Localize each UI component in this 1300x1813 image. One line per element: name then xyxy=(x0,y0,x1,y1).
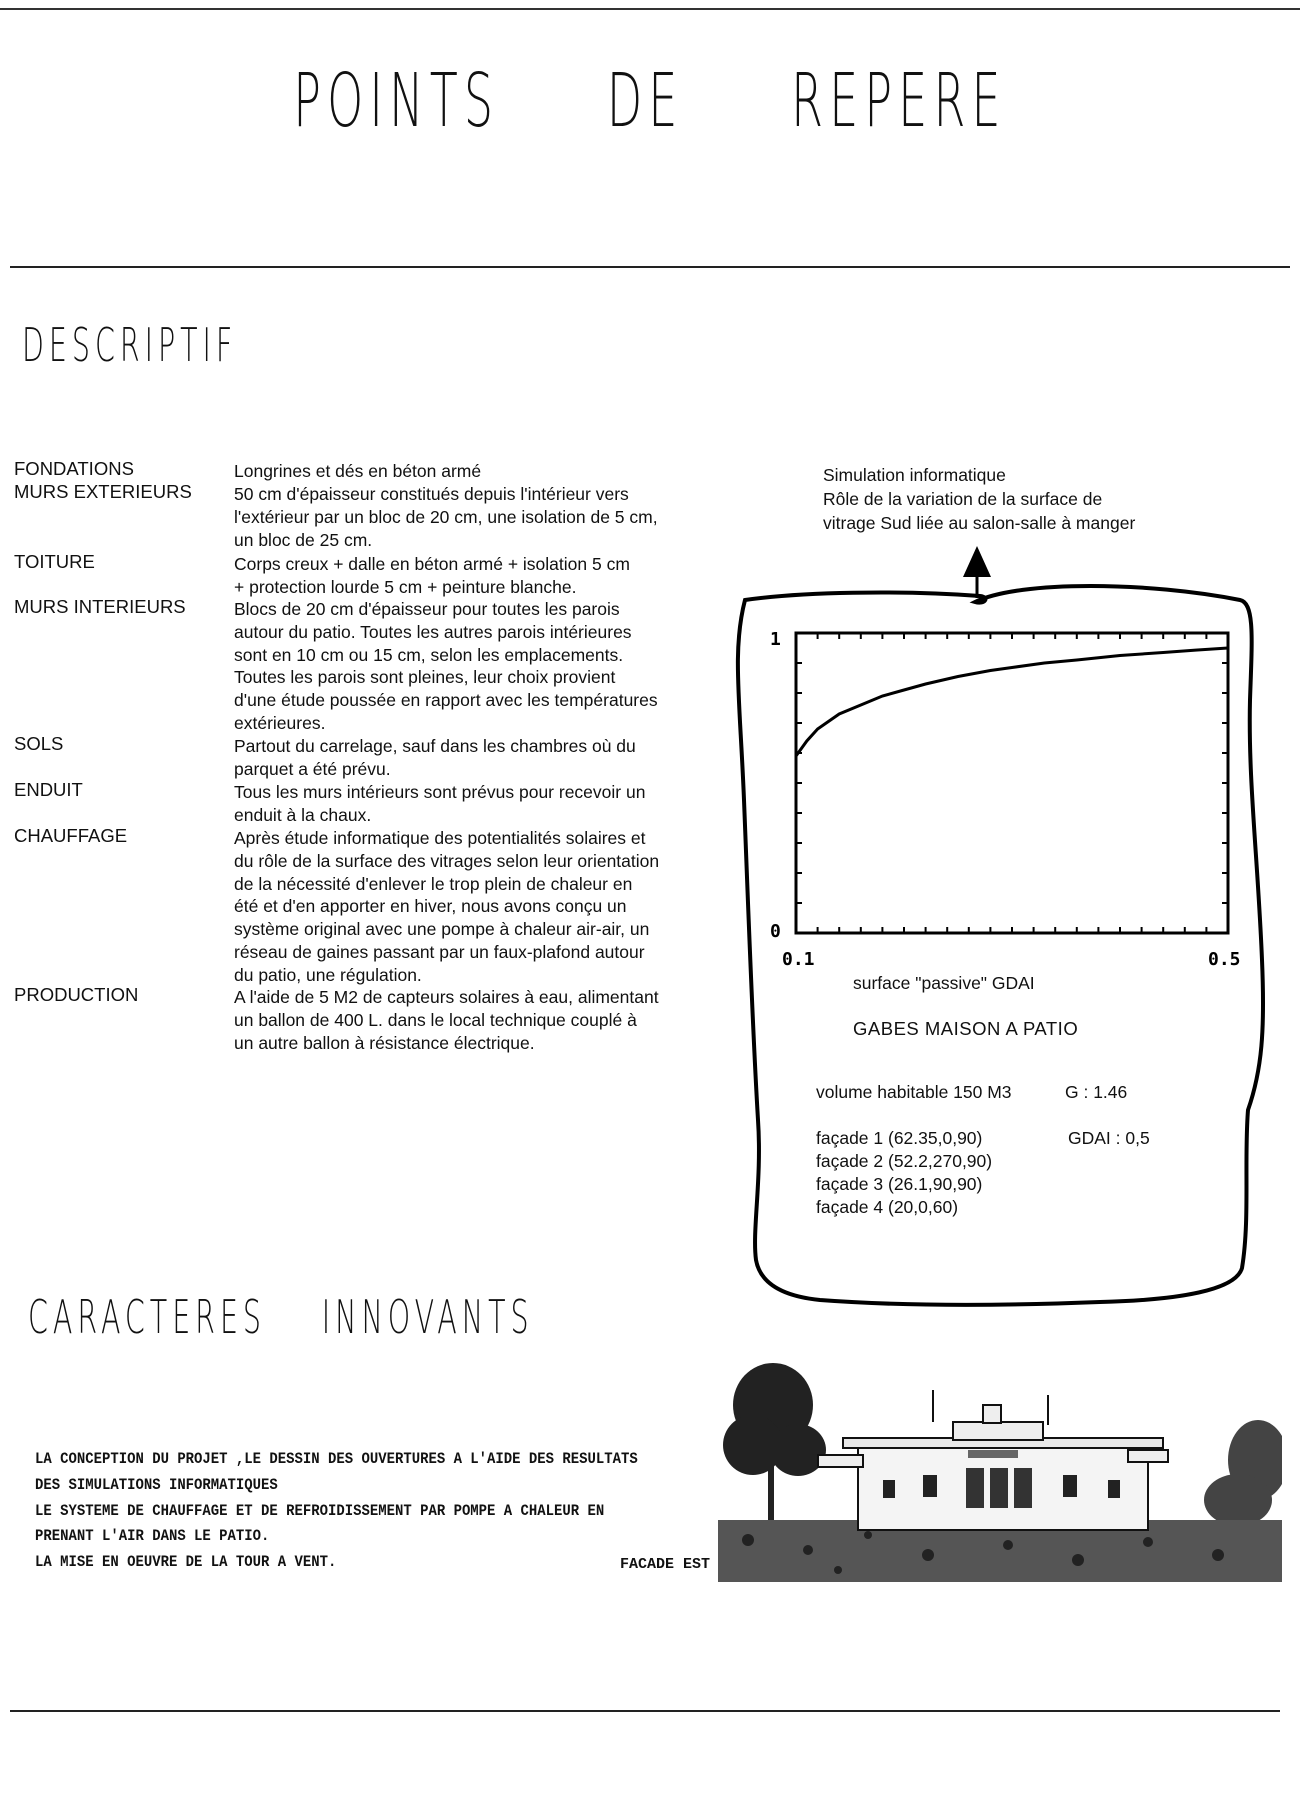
facade-3: façade 3 (26.1,90,90) xyxy=(816,1174,983,1194)
title-word-2: DE xyxy=(606,58,684,144)
photo-caption: FACADE EST xyxy=(620,1556,711,1573)
spec-label-fondations: FONDATIONS xyxy=(14,458,134,479)
chart-x-axis-label: surface "passive" GDAI xyxy=(853,973,1035,993)
descriptif-title: DESCRIPTIF xyxy=(22,318,238,372)
chart-x-tick-label-1: 0.5 xyxy=(1208,949,1241,970)
innovation-text: LA CONCEPTION DU PROJET ,LE DESSIN DES OUVERTURES A L'AIDE DES RESULTATS DES SIMULATIONS INFORMATIQUES LE SYSTEME DE CHAUFFAGE ET DE REFROIDISSEMENT PAR POMPE A CHALEUR EN PRENANT L'AIR DANS LE PATIO. LA MISE EN OEUVRE DE LA TOUR A VENT. xyxy=(35,1450,638,1572)
facade-1: façade 1 (62.35,0,90) xyxy=(816,1128,983,1148)
chart-series-line-1 xyxy=(796,648,1228,756)
spec-label-murs-interieurs: MURS INTERIEURS xyxy=(14,596,186,617)
chart-plot-frame xyxy=(796,633,1228,933)
spec-label-production: PRODUCTION xyxy=(14,984,139,1005)
innovation-title-word-1: CARACTERES xyxy=(28,1290,266,1344)
spec-label-murs-exterieurs: MURS EXTERIEURS xyxy=(14,481,192,502)
facade-4: façade 4 (20,0,60) xyxy=(816,1197,959,1217)
simulation-caption: Simulation informatique Rôle de la variation de la surface de vitrage Sud liée au salon-salle à manger xyxy=(823,465,1136,533)
spec-label-toiture: TOITURE xyxy=(14,551,95,572)
spec-text-murs-interieurs: Blocs de 20 cm d'épaisseur pour toutes les parois autour du patio. Toutes les autres parois intérieures sont en 10 cm ou 15 cm, selon les emplacements. Toutes les parois sont pleines, leur choix provient d'une étude poussée en rapport avec les températures extérieures. xyxy=(234,599,658,733)
spec-label-sols: SOLS xyxy=(14,733,64,754)
title-word-1: POINTS xyxy=(293,58,500,144)
facade-2: façade 2 (52.2,270,90) xyxy=(816,1151,993,1171)
innovation-title-word-2: INNOVANTS xyxy=(321,1290,534,1344)
chart-x-tick-label-0: 0.1 xyxy=(782,949,815,970)
spec-text-murs-exterieurs: 50 cm d'épaisseur constitués depuis l'intérieur vers l'extérieur par un bloc de 20 cm, une isolation de 5 cm, un bloc de 25 cm. xyxy=(234,484,658,550)
title-word-3: REPERE xyxy=(791,58,1007,144)
gdai-value: GDAI : 0,5 xyxy=(1068,1128,1150,1148)
innovation-title xyxy=(28,1290,534,1344)
volume-habitable: volume habitable 150 M3 xyxy=(816,1082,1012,1102)
spec-label-enduit: ENDUIT xyxy=(14,779,83,800)
facade-est-photo xyxy=(718,1350,1282,1582)
project-name: GABES MAISON A PATIO xyxy=(853,1018,1079,1039)
g-value: G : 1.46 xyxy=(1065,1082,1128,1102)
spec-text-fondations: Longrines et dés en béton armé xyxy=(234,461,482,481)
spec-label-chauffage: CHAUFFAGE xyxy=(14,825,128,846)
footer-divider xyxy=(10,1710,1280,1712)
spec-text-sols: Partout du carrelage, sauf dans les chambres où du parquet a été prévu. xyxy=(234,736,636,779)
spec-text-production: A l'aide de 5 M2 de capteurs solaires à eau, alimentant un ballon de 400 L. dans le local technique couplé à un autre ballon à résistance électrique. xyxy=(234,987,659,1053)
chart-y-tick-label-0: 0 xyxy=(770,921,781,942)
chart-y-tick-label-1: 1 xyxy=(770,629,781,650)
arrow-up-icon xyxy=(963,546,991,577)
spec-text-enduit: Tous les murs intérieurs sont prévus pour recevoir un enduit à la chaux. xyxy=(234,782,646,825)
simulation-chart xyxy=(760,615,1270,975)
spec-text-chauffage: Après étude informatique des potentialités solaires et du rôle de la surface des vitrages selon leur orientation de la nécessité d'enlever le trop plein de chaleur en été et d'en apporter en hiver, nous avons conçu un système original avec une pompe à chaleur air-air, un réseau de gaines passant par un faux-plafond autour du patio, une régulation. xyxy=(234,828,660,985)
spec-text-toiture: Corps creux + dalle en béton armé + isolation 5 cm + protection lourde 5 cm + peinture blanche. xyxy=(234,554,630,597)
